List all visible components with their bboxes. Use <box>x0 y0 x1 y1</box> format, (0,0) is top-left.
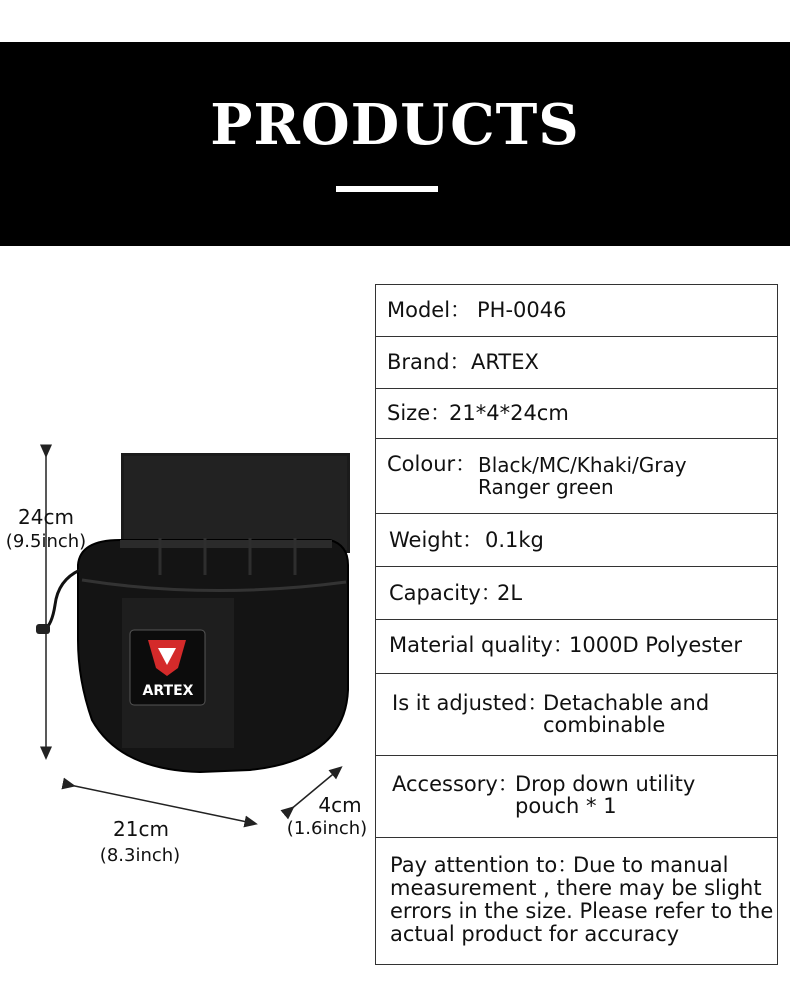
spec-note-line-3: actual product for accuracy <box>390 922 680 946</box>
row-divider <box>375 438 778 439</box>
spec-value-adjusted: Detachable and <box>543 691 710 715</box>
row-divider <box>375 336 778 337</box>
spec-label-attention: Pay attention to： <box>390 853 579 877</box>
spec-label-colour: Colour： <box>387 452 477 476</box>
logo-text: ARTEX <box>142 683 194 699</box>
spec-value-colour-2: Ranger green <box>478 475 614 499</box>
depth-in-label: (1.6inch) <box>286 818 368 839</box>
spec-value-model: PH-0046 <box>477 298 567 322</box>
depth-cm-label: 4cm <box>318 793 362 817</box>
width-cm-label: 21cm <box>113 817 169 841</box>
spec-value-accessory-2: pouch * 1 <box>515 794 617 818</box>
spec-value-brand: ARTEX <box>471 350 539 374</box>
spec-label-size: Size： <box>387 401 452 425</box>
width-in-label: (8.3inch) <box>99 845 181 866</box>
spec-value-colour: Black/MC/Khaki/Gray <box>478 453 687 477</box>
height-cm-label: 24cm <box>18 505 74 529</box>
row-divider <box>375 388 778 389</box>
pouch-image <box>36 453 350 772</box>
spec-label-material: Material quality： <box>389 633 574 657</box>
spec-note-line-2: errors in the size. Please refer to the <box>390 899 774 923</box>
spec-value-accessory: Drop down utility <box>515 772 696 796</box>
spec-value-material: 1000D Polyester <box>569 633 742 657</box>
row-divider <box>375 673 778 674</box>
row-divider <box>375 566 778 567</box>
row-divider <box>375 619 778 620</box>
height-in-label: (9.5inch) <box>5 531 87 552</box>
spec-note-line-1: measurement , there may be slight <box>390 876 762 900</box>
row-divider <box>375 513 778 514</box>
spec-value-weight: 0.1kg <box>485 528 544 552</box>
spec-value-adjusted-2: combinable <box>543 713 666 737</box>
spec-value-attention: Due to manual <box>573 853 729 877</box>
spec-value-capacity: 2L <box>497 581 523 605</box>
spec-label-accessory: Accessory： <box>392 772 519 796</box>
spec-label-adjusted: Is it adjusted： <box>392 691 549 715</box>
row-divider <box>375 837 778 838</box>
spec-label-model: Model： <box>387 298 472 322</box>
spec-label-weight: Weight： <box>389 528 484 552</box>
spec-label-brand: Brand： <box>387 350 471 374</box>
spec-value-size: 21*4*24cm <box>449 401 569 425</box>
row-divider <box>375 755 778 756</box>
spec-label-capacity: Capacity： <box>389 581 502 605</box>
page-title: PRODUCTS <box>210 92 580 158</box>
